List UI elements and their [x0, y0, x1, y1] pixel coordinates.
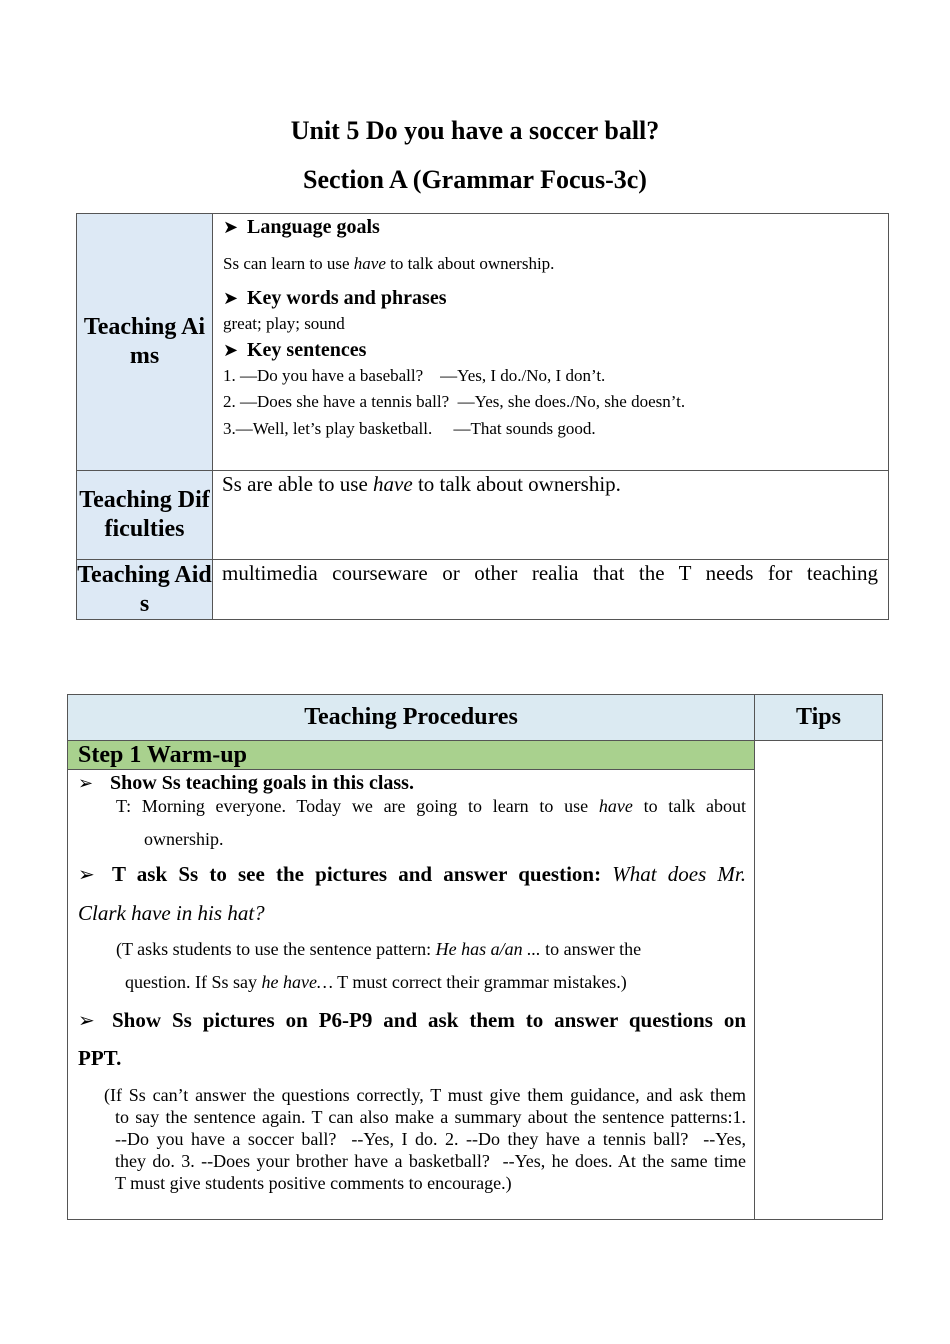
teaching-procedures-table: [67, 694, 883, 1220]
item-3-note-line-3: --Do you have a soccer ball? --Yes, I do. 2. --Do they have a tennis ball? --Yes,: [115, 1129, 746, 1149]
item-3-heading: ➢ Show Ss pictures on P6-P9 and ask them to answer questions on: [78, 1008, 746, 1032]
procedures-header: Teaching Procedures: [68, 695, 755, 741]
item-3-note-line-1: (If Ss can’t answer the questions correctly, T must give them guidance, and ask them: [104, 1085, 746, 1105]
arrow-bullet-icon: ➢: [78, 862, 95, 886]
key-sentence-3: 3.—Well, let’s play basketball. —That sounds good.: [223, 419, 596, 438]
teaching-difficulties-content: Ss are able to use have to talk about ownership.: [213, 471, 889, 560]
arrow-bullet-icon: ➤: [223, 217, 239, 238]
item-2-question-cont: Clark have in his hat?: [78, 901, 265, 925]
item-2-heading: ➢ T ask Ss to see the pictures and answer question: What does Mr.: [78, 862, 746, 886]
item-2-note-line-1: (T asks students to use the sentence pattern: He has a/an ... to answer the: [116, 939, 642, 959]
language-goals-text: Ss can learn to use have to talk about ownership.: [223, 254, 555, 273]
arrow-bullet-icon: ➢: [78, 773, 94, 794]
item-2-note-line-2: question. If Ss say he have… T must correct their grammar mistakes.): [125, 972, 627, 992]
step-1-warm-up: Step 1 Warm-up: [68, 741, 755, 770]
item-1-line-1: T: Morning everyone. Today we are going to learn to use have to talk about: [116, 796, 746, 816]
arrow-bullet-icon: ➤: [223, 340, 239, 361]
key-sentence-2: 2. —Does she have a tennis ball? —Yes, she does./No, she doesn’t.: [223, 392, 686, 411]
tips-cell: [755, 741, 883, 1220]
language-goals-heading: Language goals: [247, 216, 380, 238]
key-words-heading: Key words and phrases: [247, 287, 447, 309]
item-3-note-line-5: T must give students positive comments to encourage.): [115, 1173, 512, 1193]
key-words-text: great; play; sound: [223, 314, 345, 333]
page-title: Unit 5 Do you have a soccer ball?: [290, 116, 660, 145]
item-1-heading: Show Ss teaching goals in this class.: [110, 772, 414, 794]
item-3-note-line-2: to say the sentence again. T can also make a summary about the sentence patterns:1.: [115, 1107, 746, 1127]
arrow-bullet-icon: ➤: [223, 288, 239, 309]
teaching-aims-label: Teaching Aims: [77, 214, 213, 471]
key-sentences-heading: Key sentences: [247, 339, 367, 361]
teaching-difficulties-label: Teaching Difficulties: [77, 471, 213, 560]
teaching-aids-content: multimedia courseware or other realia that the T needs for teaching: [213, 560, 889, 620]
teaching-aims-content: [213, 214, 889, 471]
key-sentence-1: 1. —Do you have a baseball? —Yes, I do./No, I don’t.: [223, 366, 606, 385]
arrow-bullet-icon: ➢: [78, 1008, 95, 1032]
item-1-line-2: ownership.: [144, 829, 224, 849]
step-1-content: [68, 770, 755, 1220]
tips-header: Tips: [755, 695, 883, 741]
item-3-heading-cont: PPT.: [78, 1046, 122, 1070]
teaching-aids-label: Teaching Aids: [77, 560, 213, 620]
page-subtitle: Section A (Grammar Focus-3c): [303, 165, 647, 194]
item-3-note-line-4: they do. 3. --Does your brother have a basketball? --Yes, he does. At the same time: [115, 1151, 746, 1171]
teaching-aims-table: [76, 213, 889, 620]
